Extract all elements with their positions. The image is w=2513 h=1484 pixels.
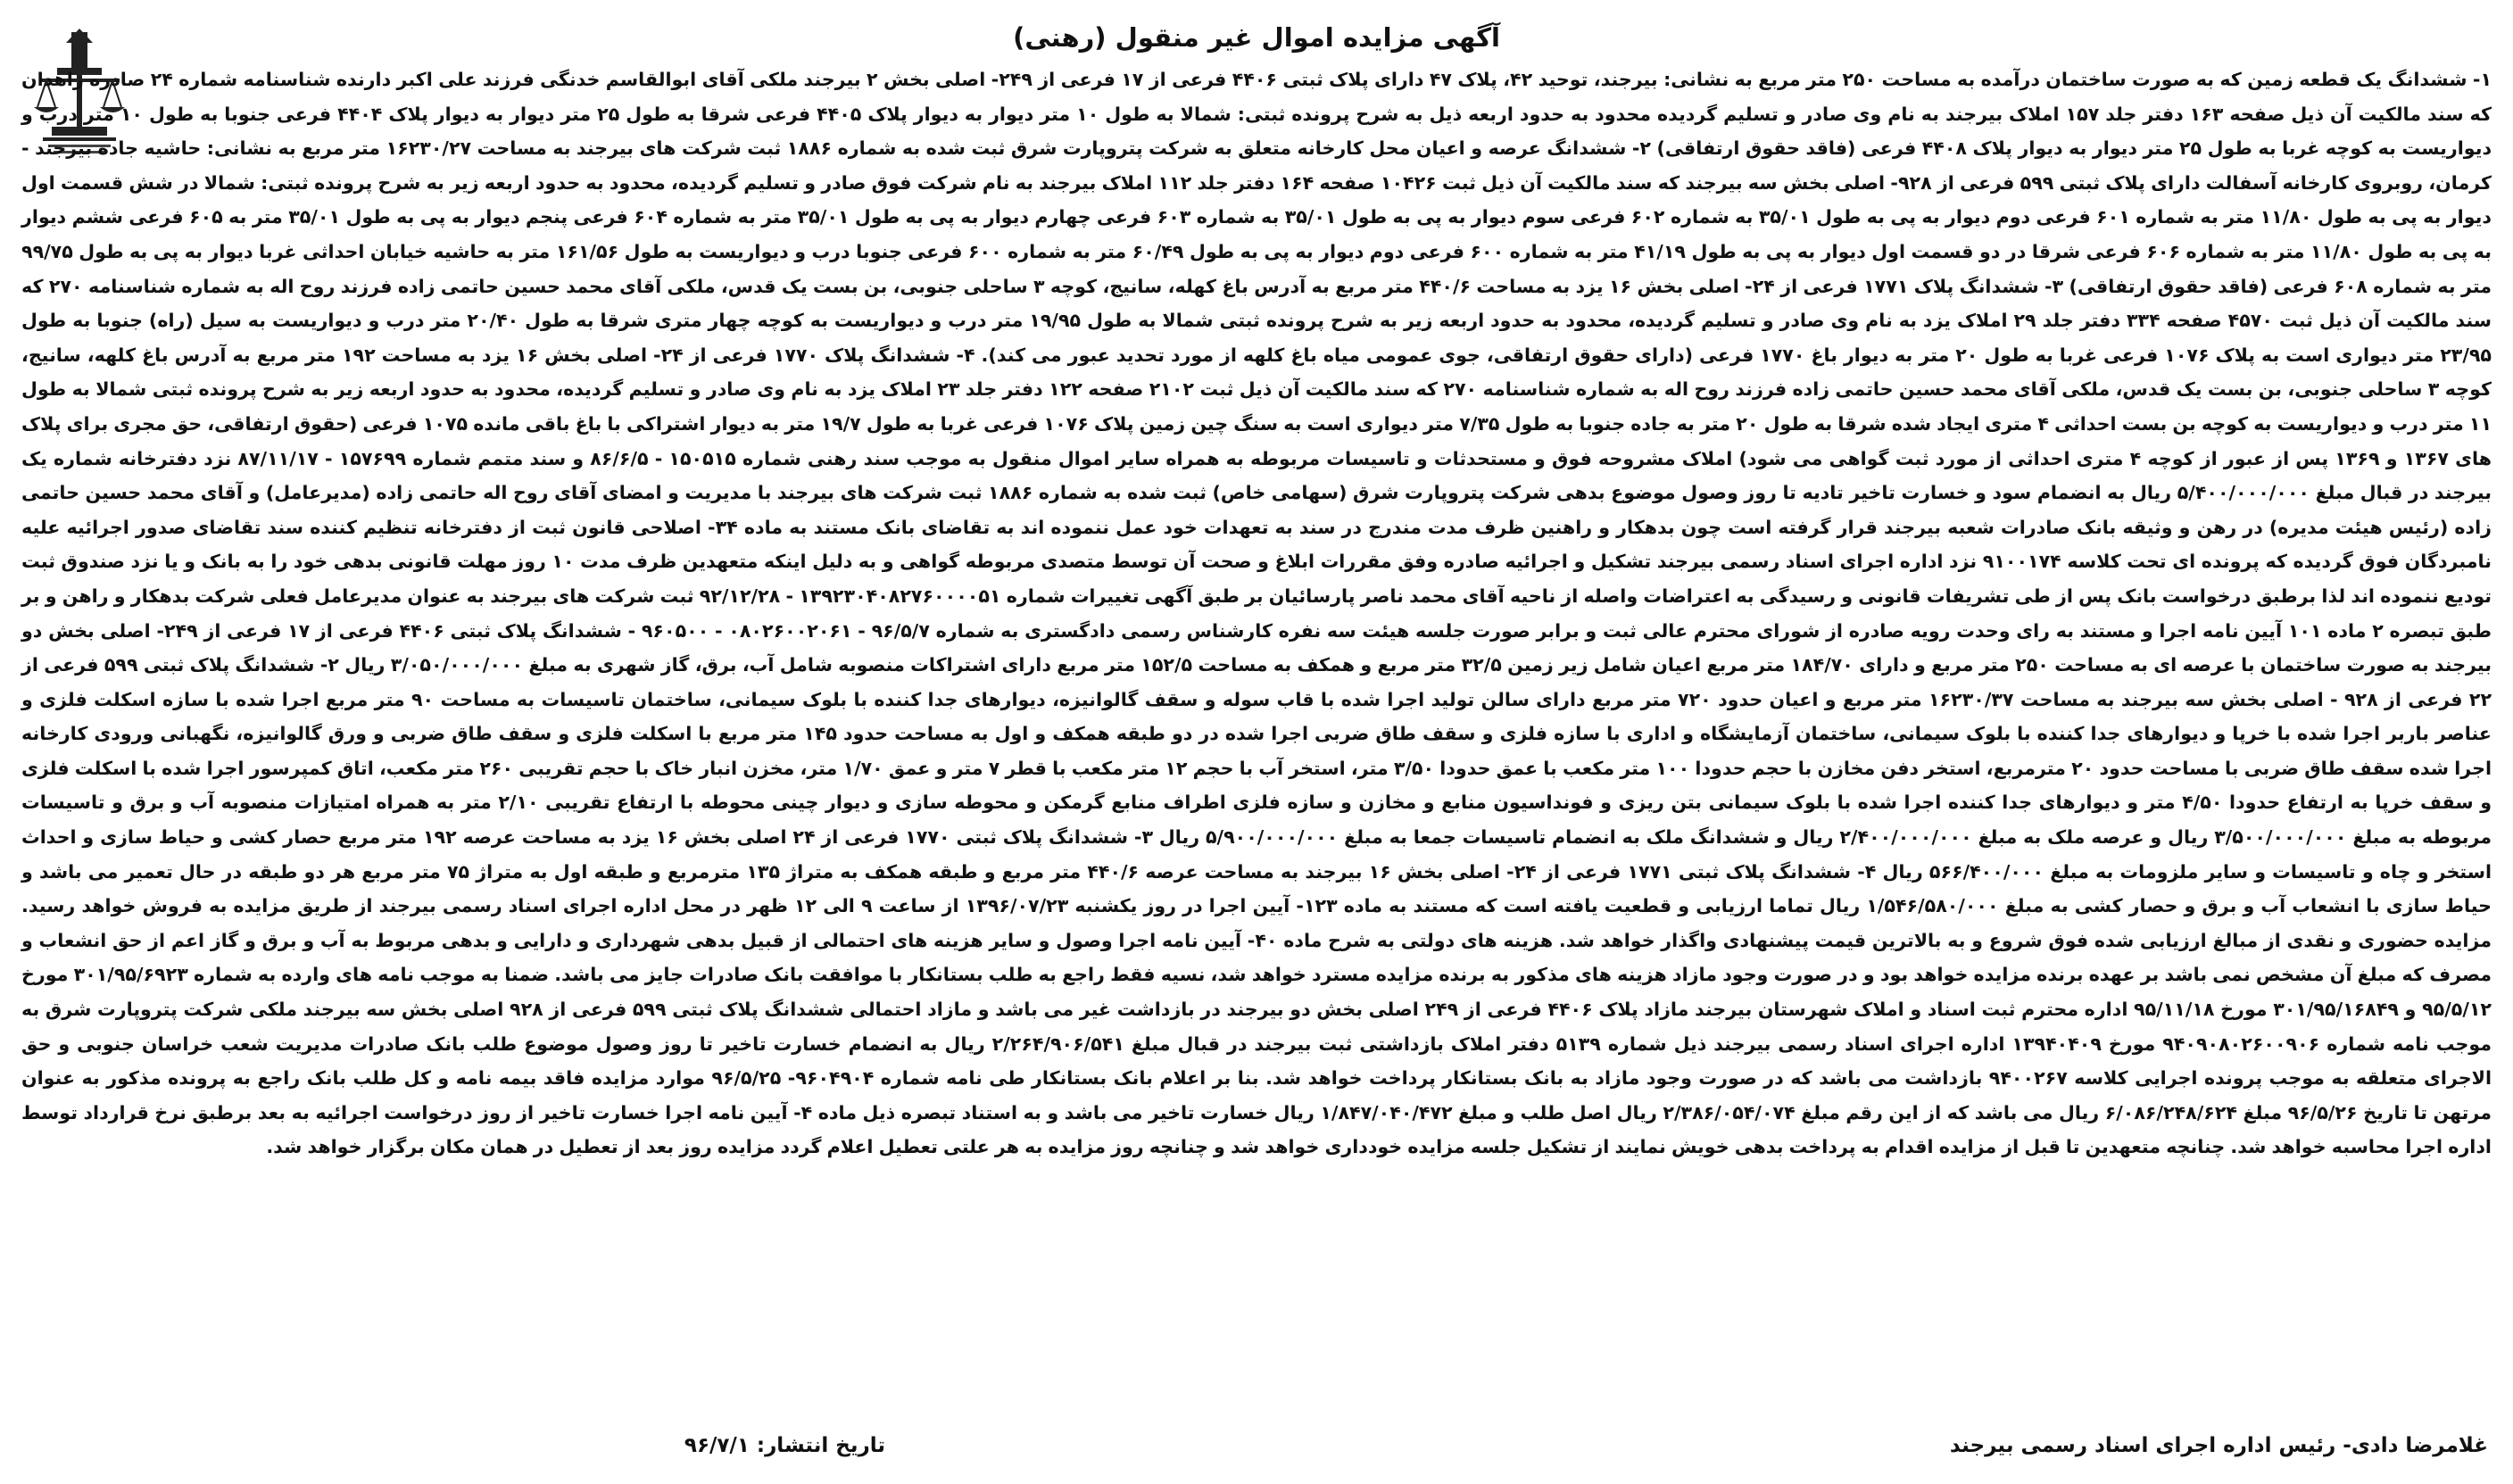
signer-line: غلامرضا دادی- رئیس اداره اجرای اسناد رسمی بیرجند xyxy=(1949,1434,2488,1457)
notice-page xyxy=(21,16,2492,1468)
notice-footer xyxy=(21,1430,2492,1466)
notice-title: آگهی مزایده اموال غیر منقول (رهنی) xyxy=(1013,22,1500,53)
publish-date: تاریخ انتشار: ۹۶/۷/۱ xyxy=(684,1434,885,1457)
notice-body: ۱- ششدانگ یک قطعه زمین که به صورت ساختمان درآمده به مساحت ۲۵۰ متر مربع به نشانی: بیرجند، توحید ۴۲، پلاک ۴۷ دارای پلاک ثبتی ۴۴۰۶ فرعی از ۱۷ فرعی از ۲۴۹- اصلی بخش ۲ بیرجند ملکی آقای ابوالقاسم خدنگی فرزند علی اکبر دارنده شناسنامه شماره ۲۴ صادره زاهدان که سند مالکیت آن ذیل صفحه ۱۶۳ دفتر جلد ۱۵۷ املاک بیرجند به نام وی صادر و تسلیم گردیده محدود به حدود اربعه ذیل به شرح پرونده ثبتی: شمالا به طول ۱۰ متر دیوار به دیوار پلاک ۴۴۰۵ فرعی شرقا به طول ۲۵ متر دیوار به دیوار پلاک ۴۴۰۴ فرعی جنوبا به طول ۱۰ متر درب و دیواریست به کوچه غربا به طول ۲۵ متر دیوار به دیوار پلاک ۴۴۰۸ فرعی (فاقد حقوق ارتفاقی) ۲- ششدانگ عرصه و اعیان محل کارخانه متعلق به شرکت پتروپارت شرق ثبت شده به شماره ۱۸۸۶ ثبت شرکت های بیرجند به مساحت ۱۶۲۳۰/۲۷ متر مربع به نشانی: حاشیه جاده بیرجند - کرمان، روبروی کارخانه آسفالت دارای پلاک ثبتی ۵۹۹ فرعی از ۹۲۸- اصلی بخش سه بیرجند که سند مالکیت آن ذیل ثبت ۱۰۴۲۶ صفحه ۱۶۴ دفتر جلد ۱۱۲ املاک بیرجند به نام شرکت فوق صادر و تسلیم گردیده، محدود به حدود اربعه زیر به شرح پرونده ثبتی: شمالا در شش قسمت اول دیوار به پی به طول ۱۱/۸۰ متر به شماره ۶۰۱ فرعی دوم دیوار به پی به طول ۳۵/۰۱ به شماره ۶۰۲ فرعی سوم دیوار به پی به طول ۳۵/۰۱ به شماره ۶۰۳ فرعی چهارم دیوار به پی به طول ۳۵/۰۱ متر به شماره ۶۰۴ فرعی پنجم دیوار به پی به طول ۳۵/۰۱ متر به ۶۰۵ فرعی ششم دیوار به پی به طول ۱۱/۸۰ متر به شماره ۶۰۶ فرعی شرقا در دو قسمت اول دیوار به پی به طول ۴۱/۱۹ متر به شماره ۶۰۰ فرعی دوم دیوار به پی به طول ۶۰/۴۹ متر به شماره ۶۰۰ فرعی جنوبا درب و دیواریست به طول ۱۶۱/۵۶ متر به حاشیه خیابان احداثی غربا دیوار به پی به طول ۹۹/۷۵ متر به شماره ۶۰۸ فرعی (فاقد حقوق ارتفاقی) ۳- ششدانگ پلاک ۱۷۷۱ فرعی از ۲۴- اصلی بخش ۱۶ یزد به مساحت ۴۴۰/۶ متر مربع به آدرس باغ کهله، سانیج، کوچه ۳ ساحلی جنوبی، بن بست یک قدس، ملکی آقای محمد حسین حاتمی زاده فرزند روح اله به شماره شناسنامه ۲۷۰ که سند مالکیت آن ذیل ثبت ۴۵۷۰ صفحه ۳۳۴ دفتر جلد ۲۹ املاک یزد به نام وی صادر و تسلیم گردیده، محدود به حدود اربعه زیر به شرح پرونده ثبتی شمالا به طول ۱۹/۹۵ متر درب و دیواریست به کوچه چهار متری شرقا به طول ۲۰/۴۰ متر درب و دیواریست به سیل (راه) جنوبا به طول ۲۳/۹۵ متر دیواری است به پلاک ۱۰۷۶ فرعی غربا به طول ۲۰ متر به دیوار باغ ۱۷۷۰ فرعی (دارای حقوق ارتفاقی، جوی عمومی میاه باغ کلهه از مورد تحدید عبور می کند). ۴- ششدانگ پلاک ۱۷۷۰ فرعی از ۲۴- اصلی بخش ۱۶ یزد به مساحت ۱۹۲ متر مربع به آدرس باغ کلهه، سانیج، کوچه ۳ ساحلی جنوبی، بن بست یک قدس، ملکی آقای محمد حسین حاتمی زاده فرزند روح اله به شماره شناسنامه ۲۷۰ که سند مالکیت آن ذیل ثبت ۲۱۰۲ صفحه ۱۲۲ دفتر جلد ۲۳ املاک یزد به نام وی صادر و تسلیم گردیده، محدود به حدود اربعه زیر به شرح پرونده ثبتی شمالا به طول ۱۱ متر درب و دیواریست به کوچه بن بست احداثی ۴ متری ایجاد شده شرقا به طول ۲۰ متر به جاده جنوبا به طول ۷/۳۵ متر دیواری است به سنگ چین زمین پلاک ۱۰۷۶ فرعی غربا به طول ۱۹/۷ متر به دیوار اشتراکی با باغ باقی مانده ۱۰۷۵ فرعی (حقوق ارتفاقی، حق مجری برای پلاک های ۱۳۶۷ و ۱۳۶۹ پس از عبور از کوچه ۴ متری احداثی از مورد ثبت گواهی می شود) املاک مشروحه فوق و مستحدثات و تاسیسات مربوطه به همراه سایر اموال منقول به موجب سند رهنی شماره ۱۵۰۵۱۵ - ۸۶/۶/۵ و سند متمم شماره ۱۵۷۶۹۹ - ۸۷/۱۱/۱۷ نزد دفترخانه شماره یک بیرجند در قبال مبلغ ۵/۴۰۰/۰۰۰/۰۰۰ ریال به انضمام سود و خسارت تاخیر تادیه تا روز وصول موضوع بدهی شرکت پتروپارت شرق (سهامی خاص) ثبت شده به شماره ۱۸۸۶ ثبت شرکت های بیرجند با مدیریت و امضای آقای روح اله حاتمی زاده (مدیرعامل) و آقای محمد حسین حاتمی زاده (رئیس هیئت مدیره) در رهن و وثیقه بانک صادرات شعبه بیرجند قرار گرفته است چون بدهکار و راهنین ظرف مدت مندرج در سند به تعهدات خود عمل ننموده اند به تقاضای بانک مستند به ماده ۳۴- اصلاحی قانون ثبت از دفترخانه تنظیم کننده سند تقاضای صدور اجرائیه علیه نامبردگان فوق گردیده که پرونده ای تحت کلاسه ۹۱۰۰۱۷۴ نزد اداره اجرای اسناد رسمی بیرجند تشکیل و اجرائیه صادره وفق مقررات ابلاغ و صحت آن توسط متصدی مربوطه گواهی و به دلیل اینکه متعهدین ظرف مدت ۱۰ روز مهلت قانونی بدهی خود را به بانک و یا نزد صندوق ثبت تودیع ننموده اند لذا برطبق درخواست بانک پس از طی تشریفات قانونی و رسیدگی به اعتراضات واصله از ناحیه آقای محمد ناصر پارسائیان بر طبق آگهی تغییرات شماره ۱۳۹۲۳۰۴۰۸۲۷۶۰۰۰۰۵۱ - ۹۲/۱۲/۲۸ ثبت شرکت های بیرجند به عنوان مدیرعامل فعلی شرکت بدهکار و راهن و بر طبق تبصره ۲ ماده ۱۰۱ آیین نامه اجرا و مستند به رای وحدت رویه صادره از شورای محترم عالی ثبت و برابر صورت جلسه هیئت سه نفره کارشناس رسمی دادگستری به شماره ۹۶/۵/۷ - ۰۸۰۲۶۰۰۲۰۶۱ - ۹۶۰۵۰۰ - ششدانگ پلاک ثبتی ۴۴۰۶ فرعی از ۱۷ فرعی از ۲۴۹- اصلی بخش دو بیرجند به صورت ساختمان با عرصه ای به مساحت ۲۵۰ متر مربع و دارای ۱۸۴/۷۰ متر مربع اعیان شامل زیر زمین ۳۲/۵ متر مربع و همکف به مساحت ۱۵۲/۵ متر مربع دارای اشتراکات منصوبه شامل آب، برق، گاز شهری به مبلغ ۳/۰۵۰/۰۰۰/۰۰۰ ریال ۲- ششدانگ پلاک ثبتی ۵۹۹ فرعی از ۲۲ فرعی از ۹۲۸ - اصلی بخش سه بیرجند به مساحت ۱۶۲۳۰/۳۷ متر مربع و اعیان حدود ۷۲۰ متر مربع دارای سالن تولید اجرا شده با قاب سوله و سقف گالوانیزه، دیوارهای جدا کننده با بلوک سیمانی، ساختمان تاسیسات به مساحت ۹۰ متر مربع اجرا شده با سازه اسکلت فلزی و عناصر باربر اجرا شده با خرپا و دیوارهای جدا کننده با بلوک سیمانی، ساختمان آزمایشگاه و اداری با سازه فلزی و سقف طاق ضربی اجرا شده در دو طبقه همکف و اول به مساحت حدود ۱۴۵ متر مربع با اسکلت فلزی و سقف طاق ضربی و ورق گالوانیزه، نگهبانی ورودی کارخانه اجرا شده سقف طاق ضربی با مساحت حدود ۲۰ مترمربع، استخر دفن مخازن با حجم حدودا ۱۰۰ متر مکعب با عمق حدودا ۳/۵۰ متر، استخر آب با حجم ۱۲ متر مکعب با قطر ۷ متر و عمق ۱/۷۰ متر، مخزن انبار خاک با حجم تقریبی ۲۶۰ متر مکعب، اتاق کمپرسور اجرا شده با اسکلت فلزی و سقف خرپا به ارتفاع حدودا ۴/۵۰ متر و دیوارهای جدا کننده اجرا شده با بلوک سیمانی بتن ریزی و فونداسیون منابع و مخازن و سازه فلزی اطراف منابع گرمکن و محوطه سازی و دیوار چینی محوطه با ارتفاع تقریبی ۲/۱۰ متر به همراه امتیازات منصوبه آب و برق و تاسیسات مربوطه به مبلغ ۳/۵۰۰/۰۰۰/۰۰۰ ریال و عرصه ملک به مبلغ ۲/۴۰۰/۰۰۰/۰۰۰ ریال و ششدانگ ملک به انضمام تاسیسات جمعا به مبلغ ۵/۹۰۰/۰۰۰/۰۰۰ ریال ۳- ششدانگ پلاک ثبتی ۱۷۷۰ فرعی از ۲۴ اصلی بخش ۱۶ یزد به مساحت عرصه ۱۹۲ متر مربع حصار کشی و حیاط سازی و احداث استخر و چاه و تاسیسات و سایر ملزومات به مبلغ ۵۶۶/۴۰۰/۰۰۰ ریال ۴- ششدانگ پلاک ثبتی ۱۷۷۱ فرعی از ۲۴- اصلی بخش ۱۶ بیرجند به مساحت عرصه ۴۴۰/۶ متر مربع و طبقه همکف به متراژ ۱۳۵ مترمربع و طبقه اول به متراژ ۷۵ متر مربع هر دو طبقه در حال تعمیر می باشد و حیاط سازی با انشعاب آب و برق و حصار کشی به مبلغ ۱/۵۴۶/۵۸۰/۰۰۰ ریال تماما ارزیابی و قطعیت یافته است که مستند به ماده ۱۲۳- آیین اجرا در روز یکشنبه ۱۳۹۶/۰۷/۲۳ از ساعت ۹ الی ۱۲ ظهر در محل اداره اجرای اسناد رسمی بیرجند از طریق مزایده به فروش خواهد رسید. مزایده حضوری و نقدی از مبالغ ارزیابی شده فوق شروع و به بالاترین قیمت پیشنهادی واگذار خواهد شد. هزینه های دولتی به شرح ماده ۴۰- آیین نامه اجرا وصول و سایر هزینه های احتمالی از قبیل بدهی شهرداری و دارایی و بدهی مربوط به آب و برق و گاز اعم از حق انشعاب و مصرف که مبلغ آن مشخص نمی باشد بر عهده برنده مزایده خواهد بود و در صورت وجود مازاد هزینه های مذکور به برنده مزایده مسترد خواهد شد، نسیه فقط راجع به طلب بستانکار با موافقت بانک صادرات جایز می باشد. ضمنا به موجب نامه های وارده به شماره ۳۰۱/۹۵/۶۹۲۳ مورخ ۹۵/۵/۱۲ و ۳۰۱/۹۵/۱۶۸۴۹ مورخ ۹۵/۱۱/۱۸ اداره محترم ثبت اسناد و املاک شهرستان بیرجند مازاد پلاک ۴۴۰۶ فرعی از ۲۴۹ اصلی بخش دو بیرجند در بازداشت غیر می باشد و مازاد احتمالی ششدانگ پلاک ثبتی ۵۹۹ فرعی از ۹۲۸ اصلی بخش سه بیرجند ملکی شرکت پتروپارت شرق به موجب نامه شماره ۹۴۰۹۰۸۰۲۶۰۰۹۰۶ مورخ ۱۳۹۴۰۴۰۹ اداره اجرای اسناد رسمی بیرجند ذیل شماره ۵۱۳۹ دفتر املاک بازداشتی ثبت بیرجند در قبال مبلغ ۲/۲۶۴/۹۰۶/۵۴۱ ریال به انضمام خسارت تاخیر تا روز وصول موضوع طلب بانک صادرات مدیریت شعب خراسان جنوبی و حق الاجرای متعلقه به موجب پرونده اجرایی کلاسه ۹۴۰۰۲۶۷ بازداشت می باشد که در صورت وجود مازاد به بانک بستانکار پرداخت خواهد شد. بنا بر اعلام بانک بستانکار طی نامه شماره ۹۶۰۴۹۰۴- ۹۶/۵/۲۵ موارد مزایده فاقد بیمه نامه و کل طلب بانک راجع به پرونده مذکور به عنوان مرتهن تا تاریخ ۹۶/۵/۲۶ مبلغ ۶/۰۸۶/۲۴۸/۶۲۴ ریال می باشد که از این رقم مبلغ ۲/۳۸۶/۰۵۴/۰۷۴ ریال اصل طلب و مبلغ ۱/۸۴۷/۰۴۰/۴۷۲ ریال خسارت تاخیر می باشد و به استناد تبصره ذیل ماده ۴- آیین نامه اجرا خسارت تاخیر از روز درخواست اجرائیه به بعد برطبق نرخ قرارداد توسط اداره اجرا محاسبه خواهد شد. چنانچه متعهدین تا قبل از مزایده اقدام به پرداخت بدهی خویش نمایند از تشکیل جلسه مزایده خودداری خواهد شد و چنانچه روز مزایده به هر علتی تعطیل اعلام گردد مزایده روز بعد از تعطیل در همان مکان برگزار خواهد شد. xyxy=(21,69,2492,1158)
